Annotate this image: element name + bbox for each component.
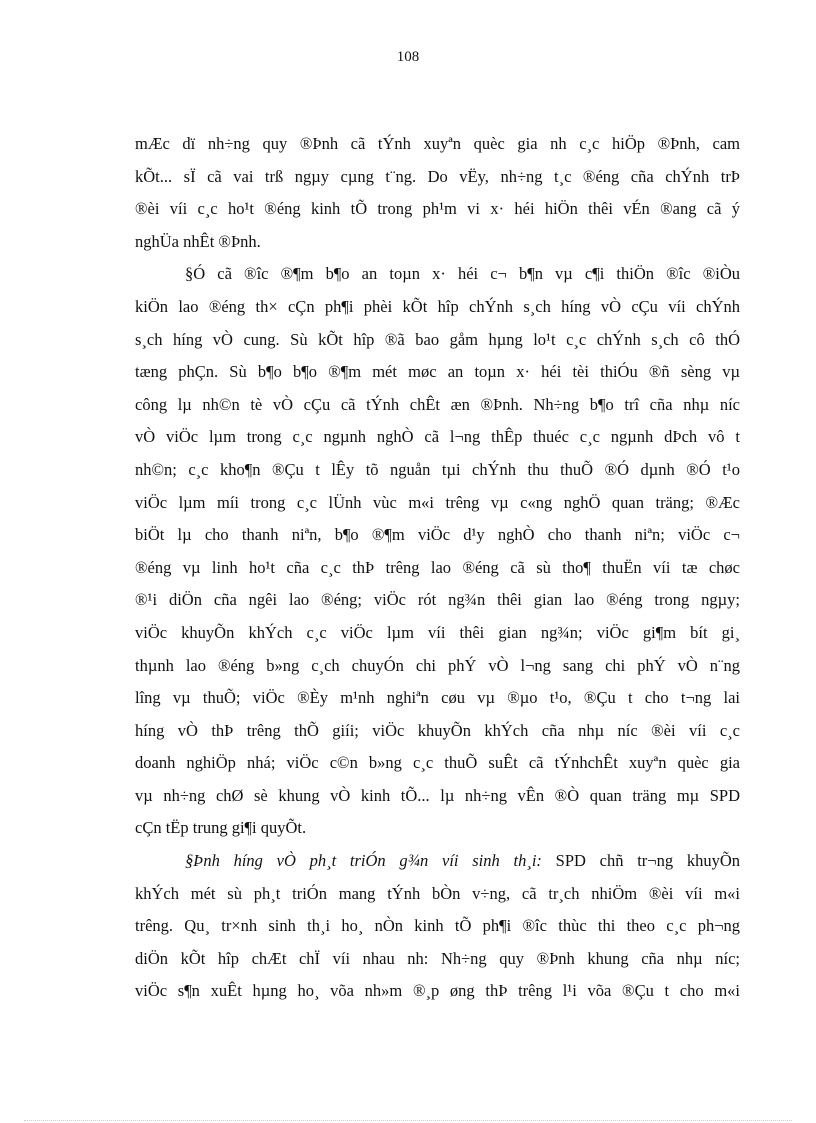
text-line: vÒ viÖc lµm trong c¸c ngµnh nghÒ cã l¬ng thÊp thuéc c¸c ngµnh dÞch vô t [135,427,740,447]
text-line: trêng. Qu¸ tr×nh sinh th¸i ho¸ nÒn kinh tÕ ph¶i ®îc thùc thi theo c¸c ph¬ng [135,916,740,936]
text-line: cÇn tËp trung gi¶i quyÕt. [135,818,307,838]
text-line: s¸ch híng vÒ cung. Sù kÕt hîp ®ã bao gåm hµng lo¹t c¸c chÝnh s¸ch cô thÓ [135,329,740,349]
text-line: mÆc dï nh÷ng quy ®Þnh cã tÝnh xuyªn quèc gia nh c¸c hiÖp ®Þnh, cam [135,134,740,153]
paragraph-2 [135,258,740,845]
page-number: 108 [396,49,420,65]
text-line: kiÖn lao ®éng th× cÇn ph¶i phèi kÕt hîp chÝnh s¸ch híng vÒ cÇu víi chÝnh [135,296,740,316]
text-line [135,845,740,878]
paragraph-1 [135,128,740,258]
body-text [135,128,740,1008]
paragraph-3 [135,845,740,1008]
text-line: tæng phÇn. Sù b¶o b¶o ®¶m mét møc an toµn x· héi tèi thiÓu ®ñ sèng vµ [135,362,740,382]
text-line: thµnh lao ®éng b»ng c¸ch chuyÓn chi phÝ vÒ l¬ng sang chi phÝ vÒ n¨ng [135,655,740,675]
text-line: nh©n; c¸c kho¶n ®Çu t lÊy tõ nguån tµi chÝnh thu thuÕ ®Ó dµnh ®Ó t¹o [135,459,740,479]
text-line: biÖt lµ cho thanh niªn, b¶o ®¶m viÖc d¹y nghÒ cho thanh niªn; viÖc c¬ [135,525,740,545]
text-line: ®¹i diÖn cña ngêi lao ®éng; viÖc rót ng¾n thêi gian lao ®éng trong ngµy; [135,590,740,610]
text-line: ®èi víi c¸c ho¹t ®éng kinh tÕ trong ph¹m vi x· héi hiÖn thêi vÉn ®ang cã ý [135,199,740,219]
text-line: viÖc khuyÕn khÝch c¸c viÖc lµm víi thêi gian ng¾n; viÖc gi¶m bít gi¸ [135,622,740,642]
text-fragment: SPD chñ tr¬ng khuyÕn [541,851,740,871]
page-bottom-divider [24,1120,792,1121]
text-line: kÕt... sÏ cã vai trß ngµy cµng t¨ng. Do vËy, nh÷ng t¸c ®éng cña chÝnh trÞ [135,166,740,186]
text-line: ®éng vµ linh ho¹t cña c¸c thÞ trêng lao ®éng cã sù tho¶ thuËn víi tæ chøc [135,557,740,577]
text-line: híng vÒ thÞ trêng thÕ giíi; viÖc khuyÕn khÝch cña nhµ níc ®èi víi c¸c [135,720,740,740]
text-line: doanh nghiÖp nhá; viÖc c©n b»ng c¸c thuÕ suÊt cã tÝnhchÊt xuyªn quèc gia [135,753,740,773]
text-line: khÝch mét sù ph¸t triÓn mang tÝnh bÒn v÷ng, cã tr¸ch nhiÖm ®èi víi m«i [135,883,740,903]
text-line: vµ nh÷ng chØ sè khung vÒ kinh tÕ... lµ nh÷ng vÊn ®Ò quan träng mµ SPD [135,785,740,805]
text-line: lîng vµ thuÕ; viÖc ®Èy m¹nh nghiªn cøu vµ ®µo t¹o, ®Çu t cho t¬ng lai [135,688,740,708]
text-line: diÖn kÕt hîp chÆt chÏ víi nhau nh: Nh÷ng quy ®Þnh khung cña nhµ níc; [135,948,740,968]
text-line: công lµ nh©n tè vÒ cÇu cã tÝnh chÊt æn ®Þnh. Nh÷ng b¶o trî cña nhµ níc [135,394,740,414]
text-line: §Ó cã ®îc ®¶m b¶o an toµn x· héi c¬ b¶n vµ c¶i thiÖn ®îc ®iÒu [185,264,740,284]
text-line: viÖc s¶n xuÊt hµng ho¸ võa nh»m ®¸p øng thÞ trêng l¹i võa ®Çu t cho m«i [135,981,740,1001]
text-line: viÖc lµm míi trong c¸c lÜnh vùc m«i trêng vµ c«ng nghÖ quan träng; ®Æc [135,492,740,512]
text-line: nghÜa nhÊt ®Þnh. [135,231,261,251]
italic-lead: §Þnh híng vÒ ph¸t triÓn g¾n víi sinh th¸i: [185,851,542,871]
